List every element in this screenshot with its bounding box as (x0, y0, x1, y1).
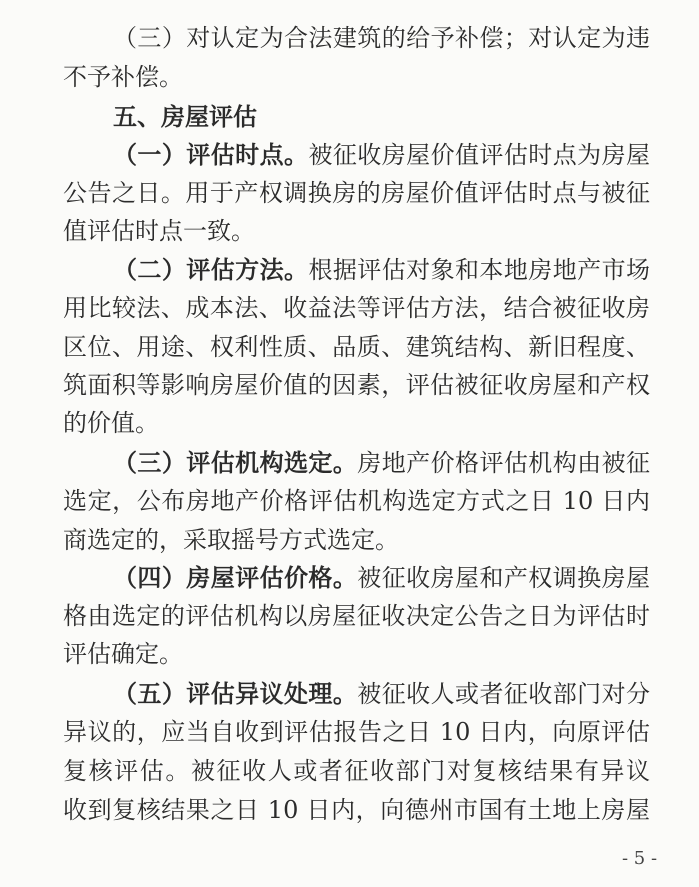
text-line (63, 328, 650, 366)
line-text: 格由选定的评估机构以房屋征收决定公告之日为评估时 (63, 602, 650, 630)
text-line (63, 791, 650, 829)
text-line (63, 404, 650, 442)
line-text: 选定，公布房地产价格评估机构选定方式之日 10 日内 (63, 487, 650, 515)
text-line (63, 366, 650, 404)
line-text: 复核评估。被征收人或者征收部门对复核结果有异议 (63, 757, 650, 785)
heading-text: 五、房屋评估 (113, 103, 257, 131)
text-line (113, 444, 650, 482)
line-text: 评估确定。 (63, 640, 183, 668)
text-line (63, 58, 650, 96)
line-text: 筑面积等影响房屋价值的因素，评估被征收房屋和产权 (63, 371, 650, 399)
line-text: 收到复核结果之日 10 日内，向德州市国有土地上房屋 (63, 796, 650, 824)
line-text: （三）对认定为合法建筑的给予补偿；对认定为违 (113, 24, 650, 52)
text-line (63, 713, 650, 751)
line-text: 不予补偿。 (63, 63, 183, 91)
subheading: （五）评估异议处理。 (113, 680, 358, 708)
line-text: 值评估时点一致。 (63, 217, 255, 245)
subheading: （二）评估方法。 (113, 256, 309, 284)
text-line (63, 482, 650, 520)
text-line (63, 289, 650, 327)
text-line (113, 251, 650, 289)
line-text: 被征收人或者征收部门对分 (357, 680, 650, 708)
text-line (63, 212, 650, 250)
line-text: 被征收房屋和产权调换房屋 (357, 564, 650, 592)
text-line (63, 752, 650, 790)
text-line (63, 635, 650, 673)
line-text: 用比较法、成本法、收益法等评估方法，结合被征收房 (63, 294, 650, 322)
text-line (63, 597, 650, 635)
line-text: 的价值。 (63, 409, 159, 437)
line-text: 商选定的，采取摇号方式选定。 (63, 526, 399, 554)
text-line (63, 521, 650, 559)
subheading: （一）评估时点。 (113, 141, 309, 169)
line-text: 房地产价格评估机构由被征 (357, 449, 650, 477)
line-text: 根据评估对象和本地房地产市场 (308, 256, 650, 284)
text-line (113, 136, 650, 174)
text-line (113, 559, 650, 597)
line-text: 区位、用途、权利性质、品质、建筑结构、新旧程度、 (63, 333, 650, 361)
section-heading (113, 98, 650, 136)
text-line (113, 19, 650, 57)
subheading: （四）房屋评估价格。 (113, 564, 358, 592)
line-text: 公告之日。用于产权调换房的房屋价值评估时点与被征 (63, 179, 650, 207)
text-line (113, 675, 650, 713)
line-text: 被征收房屋价值评估时点为房屋 (308, 141, 650, 169)
page-number: - 5 - (622, 848, 658, 869)
line-text: 异议的，应当自收到评估报告之日 10 日内，向原评估 (63, 718, 650, 746)
subheading: （三）评估机构选定。 (113, 449, 358, 477)
text-line (63, 174, 650, 212)
